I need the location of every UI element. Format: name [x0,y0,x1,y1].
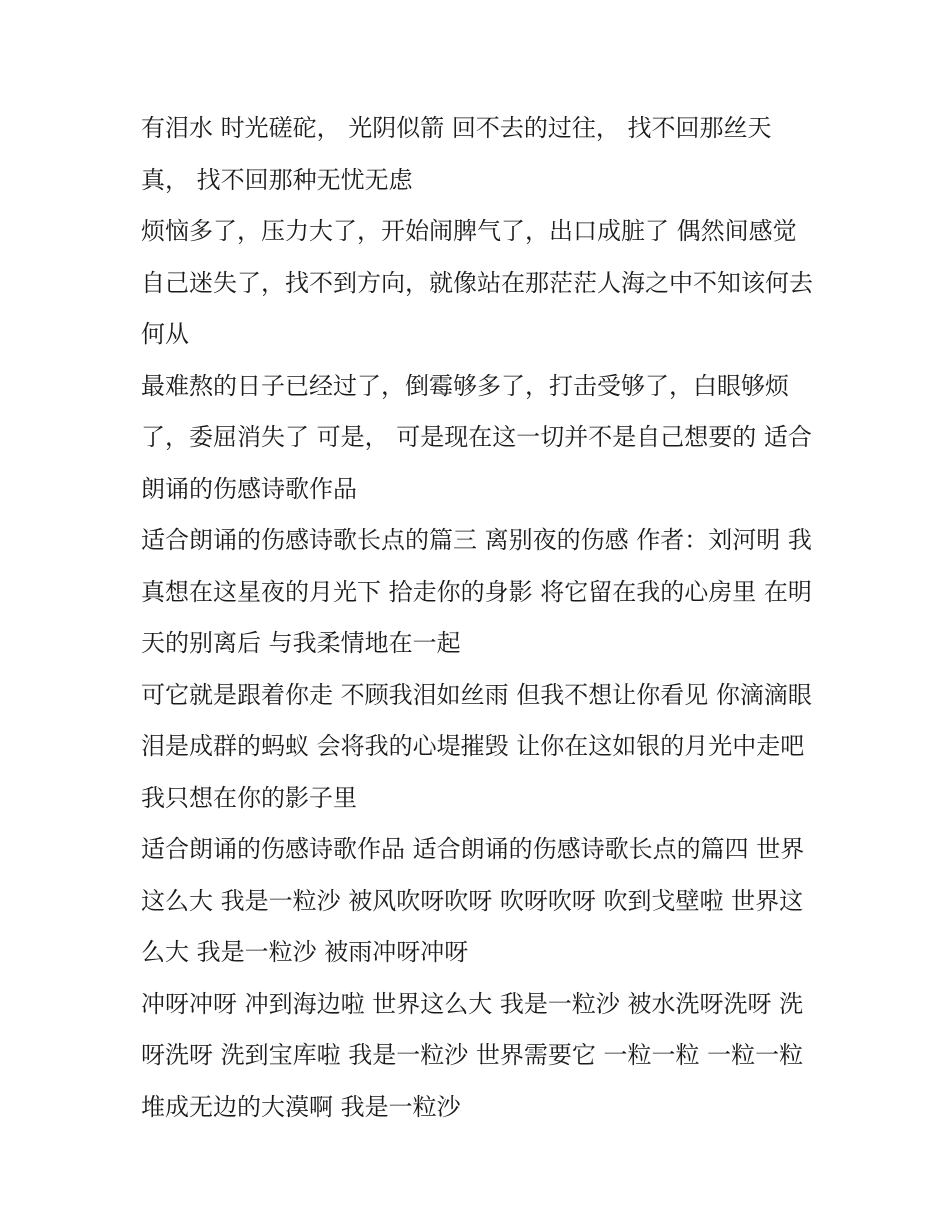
paragraph-2: 烦恼多了，压力大了，开始闹脾气了，出口成脏了 偶然间感觉自己迷失了，找不到方向，就像站在那茫茫人海之中不知该何去何从 [141,217,813,348]
document-body [141,103,813,1133]
paragraph-5: 可它就是跟着你走 不顾我泪如丝雨 但我不想让你看见 你滴滴眼泪是成群的蚂蚁 会将我的心堤摧毁 让你在这如银的月光中走吧 我只想在你的影子里 [141,680,812,812]
paragraph-7: 冲呀冲呀 冲到海边啦 世界这么大 我是一粒沙 被水洗呀洗呀 洗呀洗呀 洗到宝库啦 我是一粒沙 世界需要它 一粒一粒 一粒一粒 堆成无边的大漠啊 我是一粒沙 [141,989,804,1121]
paragraph-4: 适合朗诵的伤感诗歌长点的篇三 离别夜的伤感 作者：刘河明 我真想在这星夜的月光下 拾走你的身影 将它留在我的心房里 在明天的别离后 与我柔情地在一起 [141,526,812,657]
paragraph-1: 有泪水 时光磋砣， 光阴似箭 回不去的过往， 找不回那丝天真， 找不回那种无忧无虑 [141,114,772,194]
paragraph-3: 最难熬的日子已经过了，倒霉够多了，打击受够了，白眼够烦了，委屈消失了 可是， 可是现在这一切并不是自己想要的 适合朗诵的伤感诗歌作品 [141,371,812,503]
paragraph-6: 适合朗诵的伤感诗歌作品 适合朗诵的伤感诗歌长点的篇四 世界这么大 我是一粒沙 被风吹呀吹呀 吹呀吹呀 吹到戈壁啦 世界这么大 我是一粒沙 被雨冲呀冲呀 [141,835,805,966]
